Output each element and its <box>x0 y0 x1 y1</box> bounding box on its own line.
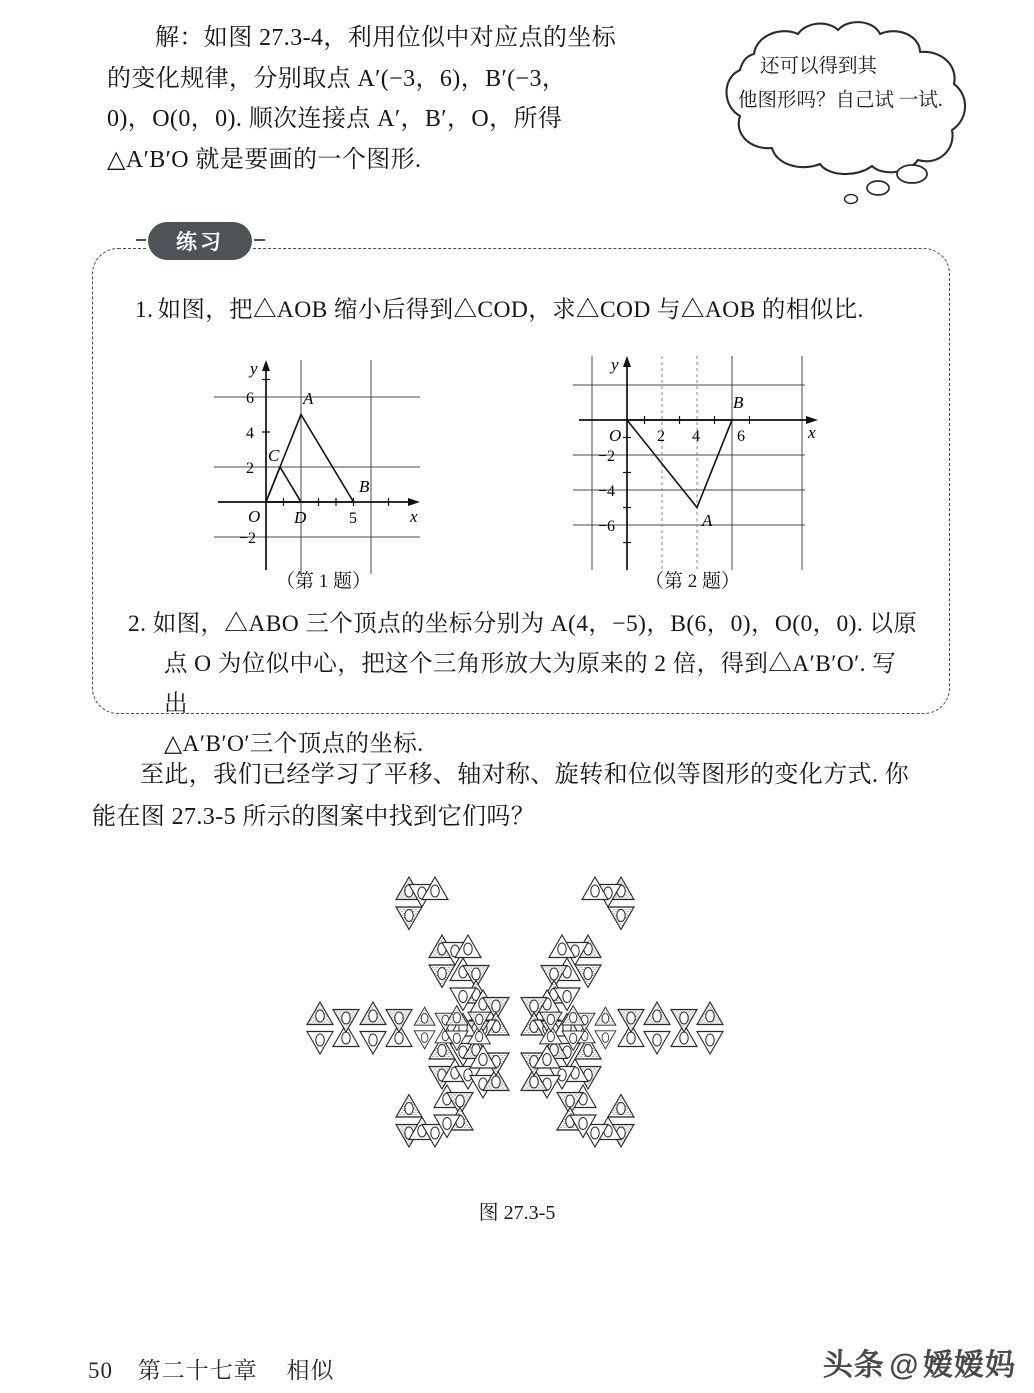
exercise-badge <box>148 222 252 260</box>
g1-ytick-6: 6 <box>246 390 254 407</box>
graph-problem-1 <box>206 342 441 592</box>
g1-origin-label: O <box>248 507 261 526</box>
g2-point-B: B <box>733 393 744 412</box>
g1-ytick-4: 4 <box>246 425 254 442</box>
g2-point-A: A <box>702 511 713 530</box>
snowflake-tiles <box>307 877 723 1147</box>
g2-x-label: x <box>808 423 816 442</box>
g1-point-C: C <box>268 446 280 465</box>
exercise-item-1 <box>135 290 895 330</box>
page-footer <box>88 1352 335 1385</box>
g2-ytick-neg2: −2 <box>598 448 616 465</box>
thought-bubble-line-2: 他图形吗？自己试 <box>738 90 895 111</box>
footer-page-number: 50 <box>88 1358 113 1383</box>
closing-paragraph <box>92 754 952 838</box>
thought-bubble <box>696 16 986 206</box>
exercise-1-number: 1. <box>135 297 154 323</box>
solution-line-1: 解：如图 27.3-4，利用位似中对应点的坐标 <box>155 25 617 51</box>
axis-ticks <box>623 416 750 543</box>
watermark-source: 头条 <box>822 1349 885 1382</box>
snowflake-tessellation-figure <box>300 832 730 1192</box>
thought-bubble-text <box>738 50 943 118</box>
watermark-at: @ <box>888 1349 919 1382</box>
axis-ticks <box>262 380 389 507</box>
y-axis-arrow <box>623 356 631 367</box>
exercise-2-number: 2. <box>128 611 147 637</box>
figure-caption: 图 27.3-5 <box>478 1202 556 1224</box>
g1-xtick-5: 5 <box>349 510 357 527</box>
snowflake-icon <box>300 832 730 1192</box>
g2-xtick-6: 6 <box>737 428 745 445</box>
footer-chapter: 第二十七章 <box>137 1358 258 1383</box>
closing-paragraph-line-1: 至此，我们已经学习了平移、轴对称、旋转和位似等图形的变化方式. 你 <box>140 762 910 788</box>
exercise-1-text: 如图，把△AOB 缩小后得到△COD，求△COD 与△AOB 的相似比. <box>157 297 864 323</box>
solution-line-2: 的变化规律，分别取点 A′(−3，6)，B′(−3， <box>107 65 567 92</box>
x-axis-arrow <box>408 498 420 506</box>
g2-ytick-neg4: −4 <box>598 483 616 500</box>
thought-bubble-line-1: 还可以得到其 <box>760 56 878 77</box>
graph-1-caption: （第 1 题） <box>275 571 371 592</box>
exercise-2-line-3: △A′B′O′三个顶点的坐标. <box>164 731 424 757</box>
triangle-abo <box>627 420 732 508</box>
exercise-badge-label: 练习 <box>176 230 224 254</box>
g2-xtick-4: 4 <box>692 428 700 445</box>
footer-section: 相似 <box>286 1358 335 1383</box>
watermark <box>823 1340 1016 1384</box>
g2-ytick-neg6: −6 <box>598 518 616 535</box>
g1-point-B: B <box>359 477 370 496</box>
thought-bubble-line-3: 一试. <box>898 90 943 111</box>
triangle-cod <box>266 467 301 502</box>
graph-2-caption: （第 2 题） <box>644 571 740 592</box>
y-axis-arrow <box>262 360 270 371</box>
axes <box>579 364 811 570</box>
solution-line-4: △A′B′O 就是要画的一个图形. <box>107 146 422 173</box>
exercise-2-line-2: 点 O 为位似中心，把这个三角形放大为原来的 2 倍，得到△A′B′O′. 写出 <box>164 651 897 717</box>
graph-problem-2 <box>565 342 820 592</box>
g1-x-label: x <box>410 507 418 526</box>
g1-y-label: y <box>250 359 258 378</box>
g2-xtick-2: 2 <box>657 428 665 445</box>
badge-tick-right <box>252 239 265 241</box>
g1-point-D: D <box>294 508 307 527</box>
g2-origin-label: O <box>609 426 622 445</box>
exercise-2-line-1: 如图，△ABO 三个顶点的坐标分别为 A(4，−5)，B(6，0)，O(0，0). 以原 <box>152 611 918 637</box>
watermark-author: 嫒嫒妈 <box>923 1349 1016 1382</box>
g2-y-label: y <box>611 355 619 374</box>
solution-block <box>107 18 672 180</box>
closing-paragraph-line-2: 能在图 27.3-5 所示的图案中找到它们吗？ <box>92 804 536 830</box>
solution-line-3: 0)，O(0，0). 顺次连接点 A′，B′，O，所得 <box>107 106 563 132</box>
g1-ytick-neg2: −2 <box>239 530 257 547</box>
g1-point-A: A <box>303 389 314 408</box>
g1-ytick-2: 2 <box>246 460 254 477</box>
exercise-item-2 <box>128 604 918 764</box>
